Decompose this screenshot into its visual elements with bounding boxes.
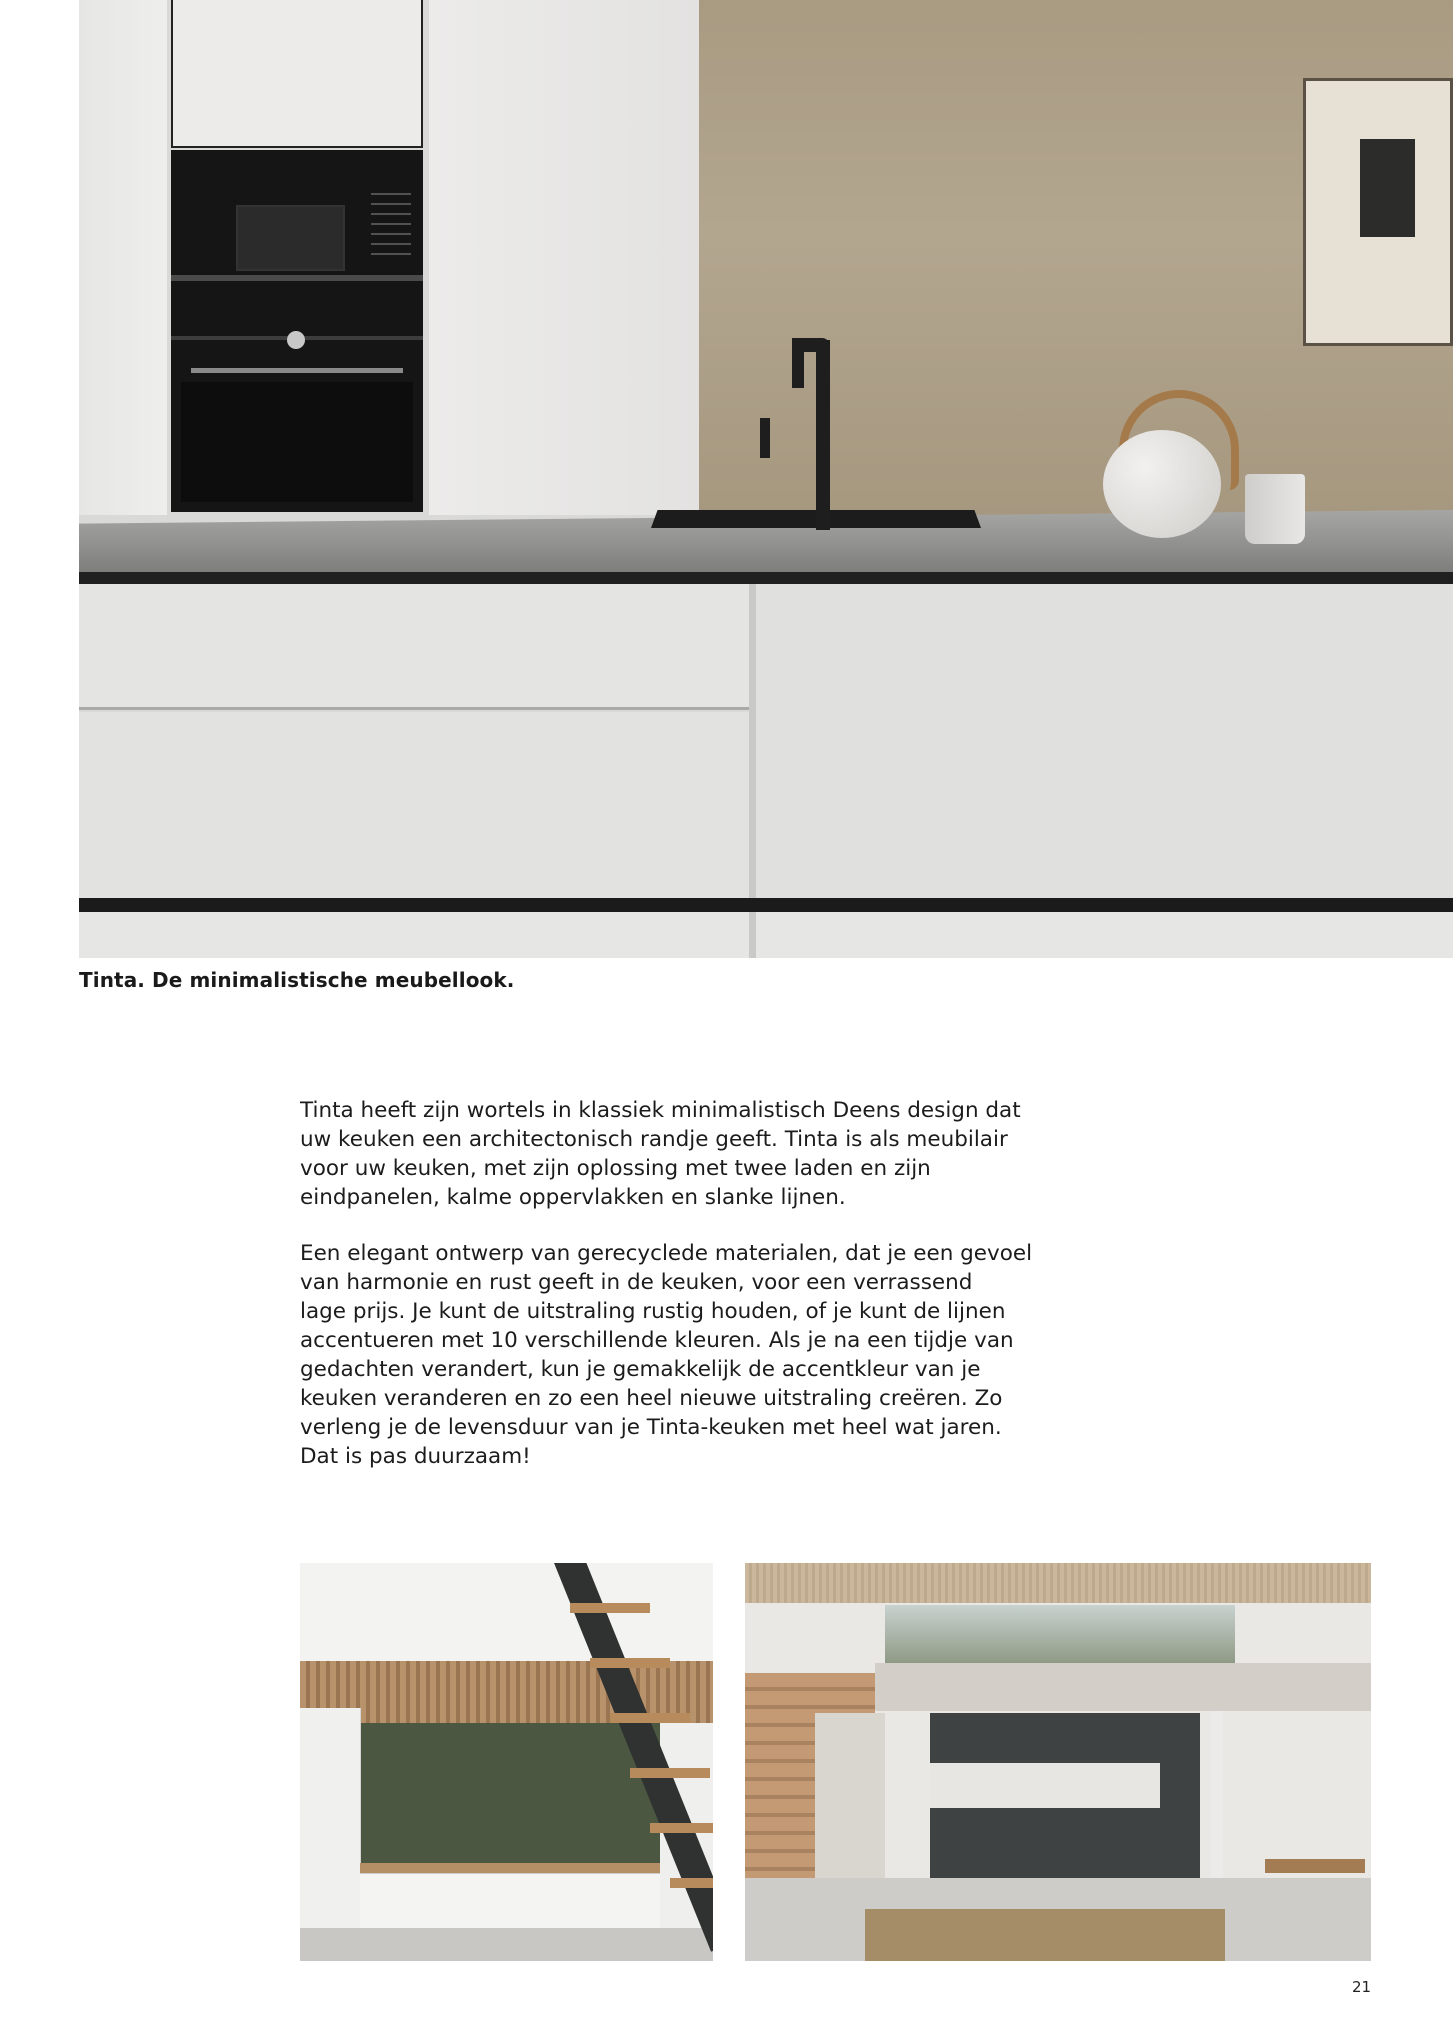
text-line: van harmonie en rust geeft in de keuken, voor een verrassend (300, 1270, 973, 1295)
text-line: eindpanelen, kalme oppervlakken en slanke lijnen. (300, 1185, 846, 1210)
faucet-spout-end (792, 338, 804, 388)
handle-line (79, 898, 1453, 912)
faucet (816, 340, 830, 530)
faucet-lever (760, 418, 770, 458)
wood-ceiling (745, 1563, 1371, 1603)
oven-window (181, 382, 413, 502)
text-line: uw keuken een architectonisch randje geeft. Tinta is als meubilair (300, 1127, 1008, 1152)
mezzanine (875, 1663, 1371, 1711)
kitchen-photo-dark (745, 1563, 1371, 1961)
stair-tread (570, 1603, 650, 1613)
stair-tread (670, 1878, 713, 1888)
tall-cabinet-upper (171, 0, 423, 148)
floor (300, 1928, 713, 1961)
text-line: lage prijs. Je kunt de uitstraling rustig houden, of je kunt de lijnen (300, 1299, 1006, 1324)
backsplash (930, 1763, 1160, 1808)
microwave-window (236, 205, 345, 271)
worktop-edge (79, 572, 1453, 584)
artwork-image (1360, 139, 1415, 237)
drawer-bottom-right (756, 912, 1453, 958)
tall-cabinet (300, 1708, 361, 1928)
tall-cabinet-right (429, 0, 699, 515)
built-in-oven (171, 150, 423, 512)
page-number: 21 (1352, 1978, 1372, 1996)
cabinet-door (756, 584, 1453, 900)
text-line: Dat is pas duurzaam! (300, 1444, 531, 1469)
drawer-upper (79, 584, 749, 710)
oven-handle (191, 368, 403, 373)
framed-artwork (1303, 78, 1453, 346)
cup (1245, 474, 1305, 544)
stair-tread (590, 1658, 670, 1668)
green-wall (360, 1723, 660, 1868)
text-line: keuken veranderen en zo een heel nieuwe uitstraling creëren. Zo (300, 1386, 1003, 1411)
drawer-bottom-left (79, 912, 749, 958)
stair-tread (630, 1768, 710, 1778)
drawer-lower (79, 712, 749, 898)
appliance-band (171, 275, 423, 281)
rug (865, 1909, 1225, 1961)
text-line: Tinta heeft zijn wortels in klassiek minimalistisch Deens design dat (300, 1098, 1021, 1123)
text-line: voor uw keuken, met zijn oplossing met twee laden en zijn (300, 1156, 931, 1181)
oven-knob (287, 331, 305, 349)
column (1211, 1711, 1223, 1891)
teapot (1103, 430, 1221, 538)
text-line: verleng je de levensduur van je Tinta-keuken met heel wat jaren. (300, 1415, 1002, 1440)
tall-cabinet-left (79, 0, 167, 515)
ceiling (300, 1563, 713, 1661)
text-line: Een elegant ontwerp van gerecyclede materialen, dat je een gevoel (300, 1241, 1033, 1266)
stair-tread (610, 1713, 690, 1723)
window (885, 1605, 1235, 1663)
wooden-bench (1265, 1859, 1365, 1873)
text-line: gedachten verandert, kun je gemakkelijk de accentkleur van je (300, 1357, 981, 1382)
paragraph-details (300, 1239, 1080, 1471)
text-line: accentueren met 10 verschillende kleuren. Als je na een tijdje van (300, 1328, 1014, 1353)
paragraph-intro (300, 1096, 1080, 1212)
photo-caption: Tinta. De minimalistische meubellook. (79, 968, 515, 992)
wood-worktop (360, 1863, 660, 1873)
kitchen-photo-staircase (300, 1563, 713, 1961)
stair-tread (650, 1823, 713, 1833)
control-panel (371, 185, 411, 255)
hero-kitchen-photo (79, 0, 1453, 958)
